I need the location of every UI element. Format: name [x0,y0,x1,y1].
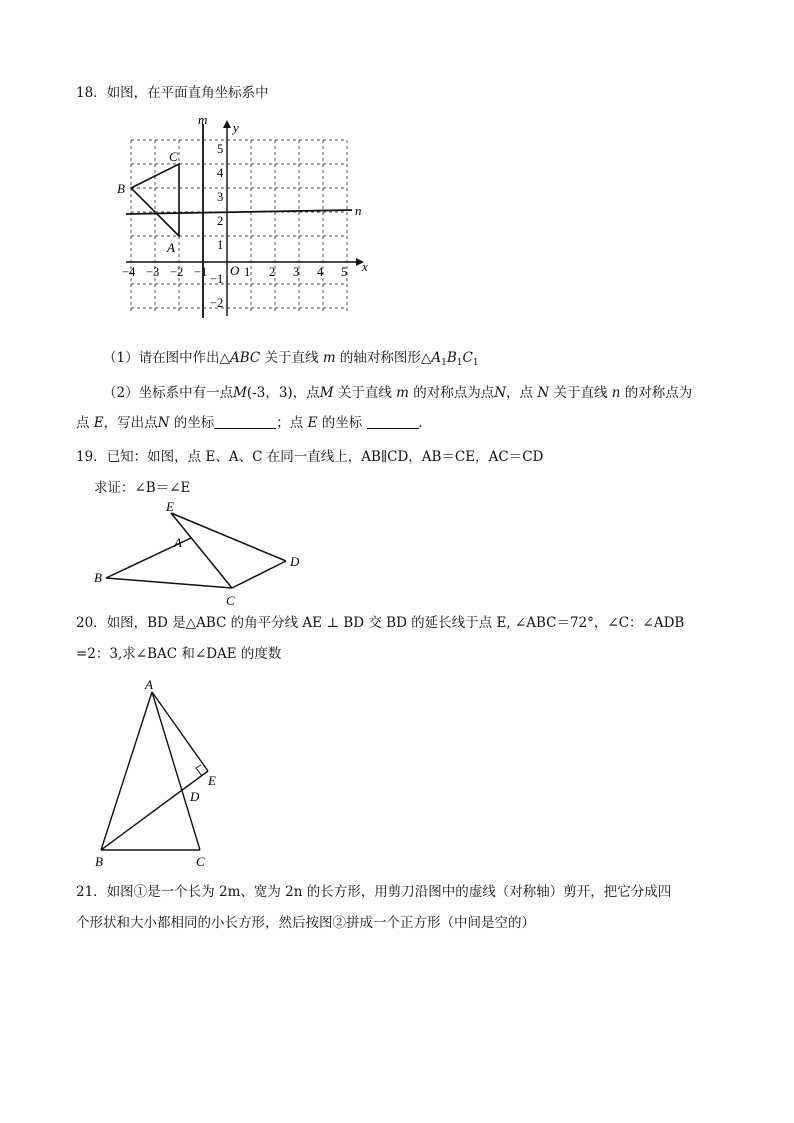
text: 的轴对称图形△ [335,350,432,366]
text: ，点 [506,385,538,401]
q18-coordinate-figure [112,112,374,322]
q21-number: 21． [76,884,107,900]
text: （2）坐标系中有一点 [103,385,234,401]
x-tick: −2 [170,265,184,279]
y-tick: 3 [217,190,224,204]
grid [131,140,347,312]
q21-line2: 个形状和大小都相同的小长方形，然后按图②拼成一个正方形（中间是空的） [76,915,535,931]
label-y: y [233,120,239,135]
text: N [537,385,550,401]
segment-ED [171,513,286,561]
q19-number: 19． [76,449,107,465]
text: ，写出点 [103,415,158,431]
q20-line1-text: 如图，BD 是△ABC 的角平分线 AE ⊥ BD 交 BD 的延长线于点 E, ∠ABC＝72°，∠C：∠ADB [106,615,685,631]
text: n [611,385,621,401]
label-D: D [190,789,200,804]
answer-blank-N[interactable] [214,414,276,429]
text: △ [219,350,230,366]
y-tick: −2 [210,296,224,310]
label-A: A [174,535,182,550]
label-n: n [355,203,362,218]
text: (-3，3) [246,385,293,401]
text: E [93,415,104,431]
q18-number: 18． [76,85,107,101]
label-C: C [169,149,178,164]
segment-EC [171,513,232,588]
subscript: 1 [472,358,479,368]
label-B: B [94,570,102,585]
label-C: C [226,593,235,608]
text: A [431,350,442,366]
q21-line1 [76,882,671,902]
q18-part1 [103,348,479,373]
q20-line2: =2：3,求∠BAC 和∠DAE 的度数 [76,646,282,662]
text: N [157,415,170,431]
x-tick: −4 [122,265,136,279]
q18-stem-text: 如图，在平面直角坐标系中 [106,85,269,101]
y-tick: 1 [217,238,224,252]
y-tick: −1 [210,272,224,286]
label-E: E [208,773,216,788]
x-tick: −3 [146,265,160,279]
text: （1）请在图中作出 [103,350,220,366]
segment-BE [101,771,208,850]
segment-CD [232,561,286,588]
label-D: D [290,554,300,569]
q20-number: 20． [76,615,107,631]
segment-AC [152,692,200,850]
text: N [494,385,507,401]
right-angle-mark [196,765,202,776]
q19-prove: 求证：∠B＝∠E [94,480,191,496]
text: M [233,385,247,401]
text: 的对称点为点 [408,385,495,401]
x-tick: −1 [194,265,208,279]
q21-line1-text: 如图①是一个长为 2m、宽为 2n 的长方形，用剪刀沿图中的虚线（对称轴）剪开，把它分成四 [106,884,672,900]
q19-stem [76,447,543,467]
x-tick: 4 [317,265,324,279]
y-tick-labels [210,142,224,310]
text: 关于直线 [333,385,397,401]
text: ． [418,415,433,431]
label-B: B [117,181,125,196]
label-m: m [198,112,208,127]
text: 的坐标 [317,415,367,431]
text: 关于直线 [549,385,612,401]
label-x: x [362,259,368,274]
text: m [396,385,409,401]
text: ；点 [276,415,308,431]
label-A: A [145,677,153,692]
text: 的对称点为 [620,385,693,401]
q19-figure [88,495,308,610]
label-E: E [166,499,174,514]
y-tick: 4 [217,166,224,180]
q20-line1 [76,613,684,633]
segment-AE [152,692,208,771]
label-C: C [196,854,205,869]
y-tick: 5 [217,142,224,156]
subscript: 1 [456,358,463,368]
q20-figure [88,672,238,872]
subscript: 1 [441,358,447,368]
answer-blank-E[interactable] [367,414,419,429]
q18-part2-line1 [103,383,692,403]
label-A: A [167,240,175,255]
text: M [319,385,334,401]
text: B [446,350,457,366]
label-B: B [95,854,103,869]
text: m [322,350,336,366]
y-tick: 2 [217,214,224,228]
text: 关于直线 [260,350,323,366]
x-tick: 1 [244,265,251,279]
text: C [462,350,473,366]
q18-part2-line2 [76,413,432,433]
segment-AB [101,692,152,850]
text: 的坐标 [169,415,215,431]
q19-stem-text: 已知：如图，点 E、A、C 在同一直线上，AB∥CD，AB＝CE，AC＝CD [106,449,544,465]
text: ABC [229,350,261,366]
text: ，点 [292,385,320,401]
label-origin: O [230,263,240,278]
text: 点 [76,415,94,431]
x-tick: 5 [341,265,348,279]
x-tick: 3 [293,265,300,279]
x-tick: 2 [269,265,276,279]
segment-BC [106,578,232,588]
q18-stem [76,83,269,103]
y-axis-arrow-icon [223,120,231,128]
text: E [307,415,318,431]
